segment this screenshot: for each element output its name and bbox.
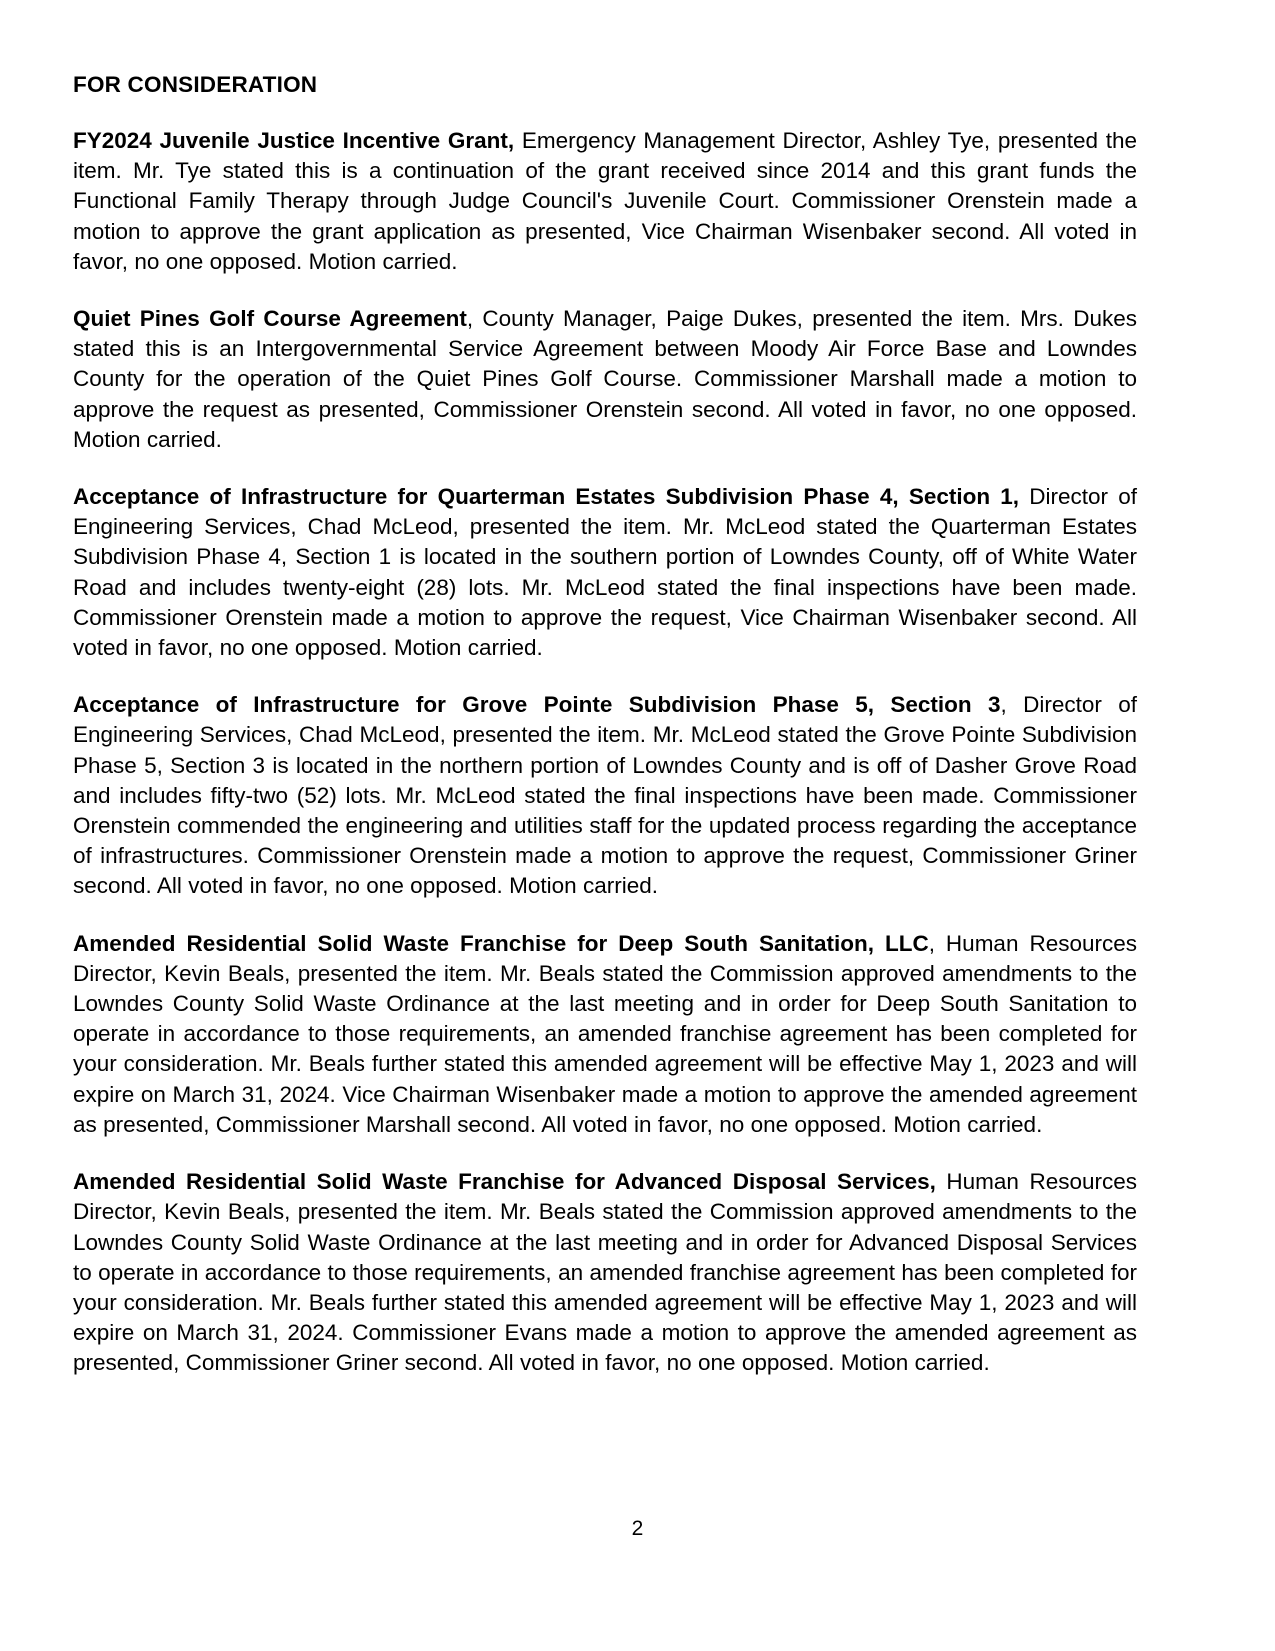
agenda-item-paragraph [73, 126, 1137, 277]
agenda-item-body: Emergency Management Director, Ashley Tye, presented the item. Mr. Tye stated this is a continuation of the grant received since 2014 and this grant funds the Functional Family Therapy through Judge Council's Juvenile Court. Commissioner Orenstein made a motion to approve the grant application as presented, Vice Chairman Wisenbaker second. All voted in favor, no one opposed. Motion carried. [73, 128, 1137, 274]
section-heading-for-consideration: FOR CONSIDERATION [73, 72, 318, 97]
agenda-item-body: , Director of Engineering Services, Chad McLeod, presented the item. Mr. McLeod stated the Grove Pointe Subdivision Phase 5, Section 3 is located in the northern portion of Lowndes County and is off of Dasher Grove Road and includes fifty-two (52) lots. Mr. McLeod stated the final inspections have been made. Commissioner Orenstein commended the engineering and utilities staff for the updated process regarding the acceptance of infrastructures. Commissioner Orenstein made a motion to approve the request, Commissioner Griner second. All voted in favor, no one opposed. Motion carried. [73, 692, 1137, 899]
agenda-item-paragraph [73, 929, 1137, 1140]
page-number: 2 [631, 1517, 644, 1540]
agenda-item-body: Director of Engineering Services, Chad McLeod, presented the item. Mr. McLeod stated the Quarterman Estates Subdivision Phase 4, Section 1 is located in the southern portion of Lowndes County, off of White Water Road and includes twenty-eight (28) lots. Mr. McLeod stated the final inspections have been made. Commissioner Orenstein made a motion to approve the request, Vice Chairman Wisenbaker second. All voted in favor, no one opposed. Motion carried. [73, 484, 1137, 661]
agenda-item-body: , Human Resources Director, Kevin Beals, presented the item. Mr. Beals stated the Commission approved amendments to the Lowndes County Solid Waste Ordinance at the last meeting and in order for Deep South Sanitation to operate in accordance to those requirements, an amended franchise agreement has been completed for your consideration. Mr. Beals further stated this amended agreement will be effective May 1, 2023 and will expire on March 31, 2024. Vice Chairman Wisenbaker made a motion to approve the amended agreement as presented, Commissioner Marshall second. All voted in favor, no one opposed. Motion carried. [73, 930, 1137, 1137]
agenda-item-title: Amended Residential Solid Waste Franchise for Deep South Sanitation, LLC [73, 930, 929, 956]
agenda-item-body: Human Resources Director, Kevin Beals, presented the item. Mr. Beals stated the Commission approved amendments to the Lowndes County Solid Waste Ordinance at the last meeting and in order for Advanced Disposal Services to operate in accordance to those requirements, an amended franchise agreement has been completed for your consideration. Mr. Beals further stated this amended agreement will be effective May 1, 2023 and will expire on March 31, 2024. Commissioner Evans made a motion to approve the amended agreement as presented, Commissioner Griner second. All voted in favor, no one opposed. Motion carried. [73, 1169, 1138, 1376]
agenda-item-paragraph [73, 690, 1137, 901]
agenda-item-paragraph [73, 482, 1137, 663]
agenda-item-paragraph [73, 1167, 1137, 1378]
agenda-item-title: Amended Residential Solid Waste Franchise for Advanced Disposal Services, [73, 1169, 936, 1195]
agenda-item-title: FY2024 Juvenile Justice Incentive Grant, [73, 128, 515, 153]
agenda-item-title: Quiet Pines Golf Course Agreement [73, 306, 467, 332]
document-body [73, 70, 1137, 1379]
agenda-item-body: , County Manager, Paige Dukes, presented the item. Mrs. Dukes stated this is an Intergovernmental Service Agreement between Moody Air Force Base and Lowndes County for the operation of the Quiet Pines Golf Course. Commissioner Marshall made a motion to approve the request as presented, Commissioner Orenstein second. All voted in favor, no one opposed. Motion carried. [73, 306, 1137, 452]
agenda-item-title: Acceptance of Infrastructure for Quarterman Estates Subdivision Phase 4, Section 1, [73, 484, 1020, 510]
agenda-item-title: Acceptance of Infrastructure for Grove Pointe Subdivision Phase 5, Section 3 [73, 692, 1001, 718]
agenda-item-paragraph [73, 304, 1137, 455]
